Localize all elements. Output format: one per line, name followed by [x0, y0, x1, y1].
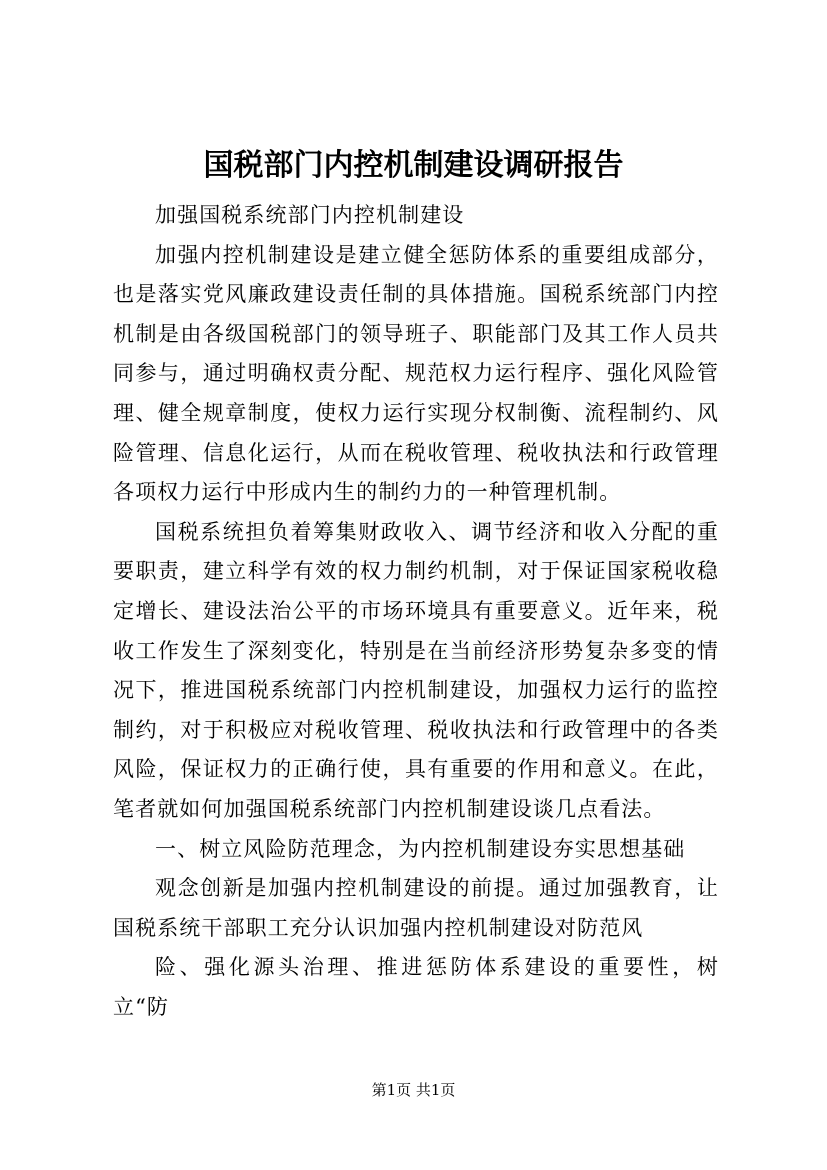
- page-footer: 第1页 共1页: [371, 1081, 456, 1099]
- body-paragraph: 国税系统担负着筹集财政收入、调节经济和收入分配的重要职责，建立科学有效的权力制约机制，对于保证国家税收稳定增长、建设法治公平的市场环境具有重要意义。近年来，税收工作发生了深刻变化，特别是在当前经济形势复杂多变的情况下，推进国税系统部门内控机制建设，加强权力运行的监控制约，对于积极应对税收管理、税收执法和行政管理中的各类风险，保证权力的正确行使，具有重要的作用和意义。在此，笔者就如何加强国税系统部门内控机制建设谈几点看法。: [113, 519, 719, 821]
- page-title: 国税部门内控机制建设调研报告: [203, 148, 624, 183]
- subtitle-paragraph: 加强国税系统部门内控机制建设: [155, 203, 465, 227]
- body-paragraph: 加强内控机制建设是建立健全惩防体系的重要组成部分，也是落实党风廉政建设责任制的具体措施。国税系统部门内控机制是由各级国税部门的领导班子、职能部门及其工作人员共同参与，通过明确权责分配、规范权力运行程序、强化风险管理、健全规章制度，使权力运行实现分权制衡、流程制约、风险管理、信息化运行，从而在税收管理、税收执法和行政管理各项权力运行中形成内生的制约力的一种管理机制。: [113, 242, 719, 505]
- body-paragraph: 险、强化源头治理、推进惩防体系建设的重要性，树立“防: [113, 955, 719, 1019]
- body-paragraph: 观念创新是加强内控机制建设的前提。通过加强教育，让国税系统干部职工充分认识加强内控机制建设对防范风: [113, 876, 719, 940]
- section-heading: 一、树立风险防范理念，为内控机制建设夯实思想基础: [155, 836, 686, 861]
- document-body: [113, 196, 719, 1027]
